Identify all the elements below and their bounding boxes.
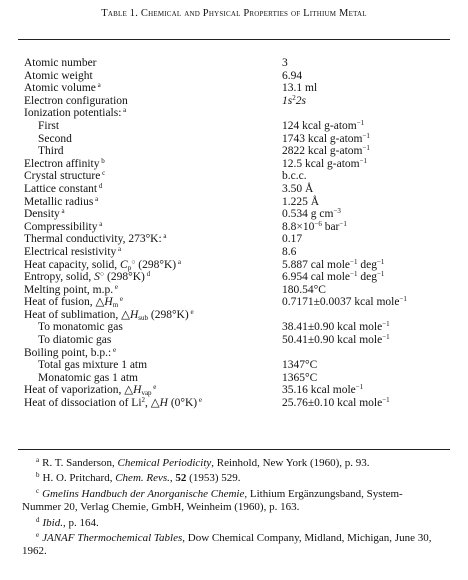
property-value: 8.6 xyxy=(282,245,297,258)
property-label: Compressibility $^a$ xyxy=(24,219,103,233)
property-label: Metallic radius $^a$ xyxy=(24,194,99,208)
table-row xyxy=(24,145,444,158)
table-row xyxy=(24,107,444,120)
footnote-ref: c xyxy=(100,169,106,178)
footnote-ref: a xyxy=(116,244,122,253)
property-label: Density $^a$ xyxy=(24,207,65,221)
table-title-text: Table 1. Chemical and Physical Properties of Lithium Metal xyxy=(101,8,367,19)
table-title xyxy=(0,8,468,19)
property-label: Melting point, m.p. $^e$ xyxy=(24,282,118,296)
property-label: Atomic number xyxy=(24,57,97,69)
table-row xyxy=(24,321,444,334)
footnote-ref: b xyxy=(99,156,105,165)
property-value: 13.1 ml xyxy=(282,82,318,95)
property-value: 1.225 Å xyxy=(282,195,320,208)
property-label: To monatomic gas xyxy=(38,321,123,334)
footnote-ref: a xyxy=(95,81,101,90)
table-row xyxy=(24,208,444,221)
property-value: 3 xyxy=(282,57,288,69)
footnote-ref: a xyxy=(93,194,99,203)
property-label: Heat of dissociation of Li$^2$, △H (0°K) $^e$ xyxy=(24,396,203,410)
property-value: 35.16 kcal mole$^{-1}$ xyxy=(282,383,364,397)
property-label: Third xyxy=(38,145,64,158)
table-row xyxy=(24,271,444,284)
footnote-mark: d xyxy=(36,515,40,524)
footnote-ref: e xyxy=(113,282,118,291)
bottom-rule xyxy=(18,449,450,450)
property-label: Heat of sublimation, $\triangle H_{sub}$ (298°K) $^e$ xyxy=(24,307,194,322)
table-row xyxy=(24,95,444,108)
property-label: Electrical resistivity $^a$ xyxy=(24,244,122,258)
property-label: Second xyxy=(38,132,72,145)
property-value: 50.41±0.90 kcal mole$^{-1}$ xyxy=(282,333,390,347)
footnote-ref: e xyxy=(111,345,117,354)
footnote-text: Gmelins Handbuch der Anorganische Chemie, Lithium Ergänzungsband, System-Nummer 20, Verlag Chemie, GmbH, Weinheim (1960), p. 163. xyxy=(22,487,403,514)
property-label: Entropy, solid, S○ (298°K) $^d$ xyxy=(24,270,151,284)
footnote-ref: a xyxy=(59,207,65,216)
footnote-text: R. T. Sanderson, Chemical Periodicity, Reinhold, New York (1960), p. 93. xyxy=(42,457,370,469)
footnote-ref: e xyxy=(197,396,203,405)
property-label: Lattice constant $^d$ xyxy=(24,181,103,195)
footnote-text: Ibid., p. 164. xyxy=(42,516,99,529)
table-row xyxy=(24,120,444,133)
table-row xyxy=(24,133,444,146)
footnote xyxy=(22,472,440,485)
footnote-ref: a xyxy=(176,257,181,266)
footnote-ref: d xyxy=(97,181,103,190)
footnote-mark: b xyxy=(36,471,40,480)
property-value: 1743 kcal g-atom$^{-1}$ xyxy=(282,131,370,145)
footnote-text: H. O. Pritchard, Chem. Revs., 52 (1953) 529. xyxy=(42,472,241,485)
table-row xyxy=(24,397,444,410)
property-value: 0.534 g $cm^{-3}$ xyxy=(282,207,341,221)
property-value: $8.8\times 10^{-6}$ bar$^{-1}$ xyxy=(282,219,347,233)
property-value: 1347°C xyxy=(282,359,318,372)
table-row xyxy=(24,70,444,83)
table-row xyxy=(24,221,444,234)
top-rule xyxy=(18,39,450,40)
footnote-mark: e xyxy=(36,531,40,540)
property-value: b.c.c. xyxy=(282,170,307,183)
footnote-ref: a xyxy=(161,232,167,241)
property-value: 180.54°C xyxy=(282,283,326,296)
footnote xyxy=(22,532,440,559)
property-value: 0.7171±0.0037 kcal mole$^{-1}$ xyxy=(282,295,407,309)
table-row xyxy=(24,57,444,70)
footnotes xyxy=(22,457,440,561)
table-row xyxy=(24,296,444,309)
property-label: Thermal conductivity, 273°K: $^a$ xyxy=(24,232,167,246)
property-label: Heat capacity, solid, $C_p^○$ (298°K) $^a$ xyxy=(24,257,181,272)
property-value: 25.76±0.10 kcal mole$^{-1}$ xyxy=(282,396,390,410)
property-value: 6.954 cal mole$^{-1}$ deg$^{-1}$ xyxy=(282,270,385,284)
property-label: Atomic volume $^a$ xyxy=(24,81,101,95)
property-value: 2822 kcal g-atom$^{-1}$ xyxy=(282,144,370,158)
property-value: 1365°C xyxy=(282,371,318,384)
property-value: 3.50 Å xyxy=(282,182,314,195)
footnote xyxy=(22,488,440,515)
property-label: Atomic weight xyxy=(24,69,93,82)
property-label: Ionization potentials: $^a$ xyxy=(24,106,127,120)
table-row xyxy=(24,183,444,196)
footnote-mark: c xyxy=(36,486,40,495)
properties-table xyxy=(24,57,444,410)
footnote-ref: a xyxy=(121,106,127,115)
footnote xyxy=(22,457,440,470)
property-label: Electron affinity $^b$ xyxy=(24,156,105,170)
footnote-ref: e xyxy=(151,383,157,392)
table-row xyxy=(24,170,444,183)
footnote-ref: e xyxy=(188,307,194,316)
table-row xyxy=(24,196,444,209)
property-label: Boiling point, b.p.: $^e$ xyxy=(24,345,117,359)
footnote-text: JANAF Thermochemical Tables, Dow Chemical Company, Midland, Michigan, June 30, 1962. xyxy=(22,532,432,558)
footnote-ref: a xyxy=(97,219,103,228)
table-row xyxy=(24,359,444,372)
table-row xyxy=(24,158,444,171)
property-label: Electron configuration xyxy=(24,94,128,107)
table-row xyxy=(24,372,444,385)
property-label: Total gas mixture 1 atm xyxy=(38,359,148,372)
property-label: Heat of fusion, $\triangle H_m$ $^e$ xyxy=(24,295,124,310)
property-value: 5.887 cal mole$^{-1}$ deg$^{-1}$ xyxy=(282,257,385,271)
footnote-mark: a xyxy=(36,456,40,464)
table-row xyxy=(24,233,444,246)
property-label: Crystal structure $^c$ xyxy=(24,169,106,183)
table-row xyxy=(24,347,444,360)
property-value: 12.5 kcal g-atom$^{-1}$ xyxy=(282,156,368,170)
footnote-ref: e xyxy=(118,295,124,304)
property-value: 6.94 xyxy=(282,69,303,82)
property-value: 124 kcal g-atom$^{-1}$ xyxy=(282,118,365,132)
property-value: 38.41±0.90 kcal mole$^{-1}$ xyxy=(282,320,390,334)
property-label: Monatomic gas 1 atm xyxy=(38,371,138,384)
property-label: First xyxy=(38,119,60,132)
table-row xyxy=(24,384,444,397)
table-row xyxy=(24,334,444,347)
property-label: Heat of vaporization, $\triangle H_{vap}$ $^e$ xyxy=(24,383,157,398)
table-row xyxy=(24,309,444,322)
property-value: $1s^22s$ xyxy=(282,93,306,107)
table-row xyxy=(24,284,444,297)
property-value: 0.17 xyxy=(282,233,303,246)
property-label: To diatomic gas xyxy=(38,334,112,347)
footnote-ref: d xyxy=(144,270,151,279)
footnote xyxy=(22,517,440,530)
table-row xyxy=(24,82,444,95)
